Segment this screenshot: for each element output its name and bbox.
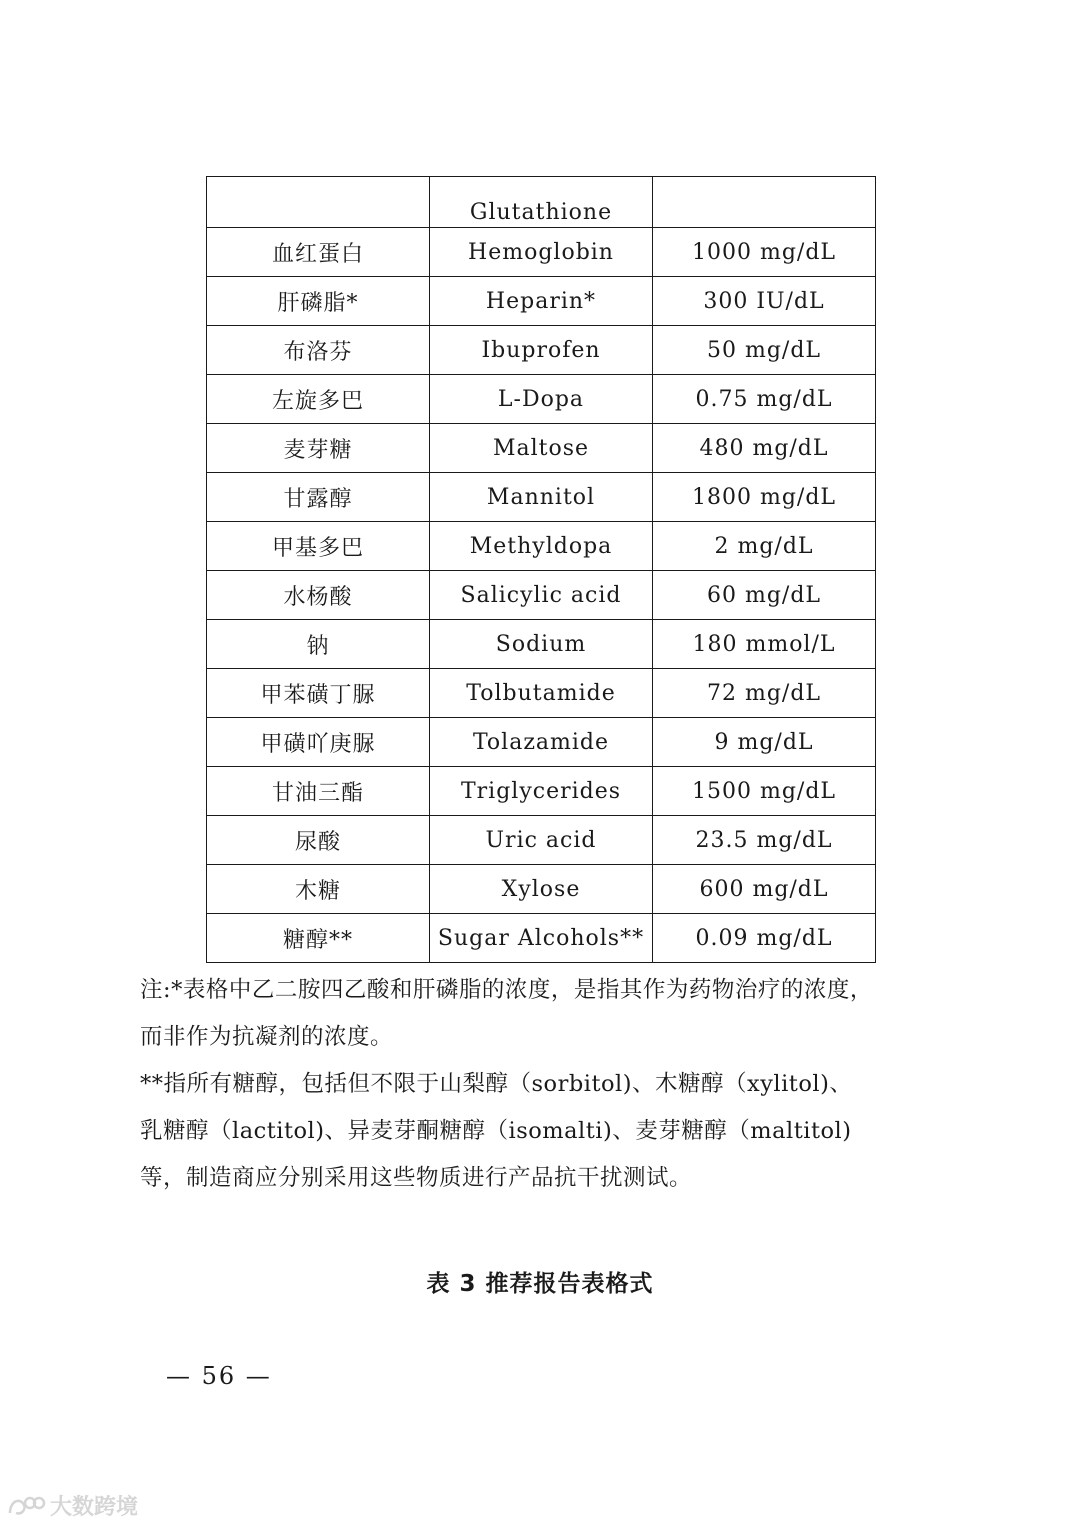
table-row: [207, 914, 876, 963]
en-name-cell: Glutathione: [430, 177, 653, 228]
en-name-cell: Tolazamide: [430, 718, 653, 767]
concentration-cell: 50 mg/dL: [653, 326, 876, 375]
note-line: **指所有糖醇，包括但不限于山梨醇（sorbitol)、木糖醇（xylitol)、: [140, 1071, 853, 1097]
cn-name-cell: 血红蛋白: [207, 228, 430, 277]
concentration-cell: 72 mg/dL: [653, 669, 876, 718]
note-double-asterisk: [140, 1061, 960, 1202]
en-name-cell: Maltose: [430, 424, 653, 473]
table-row: [207, 375, 876, 424]
table-row: [207, 718, 876, 767]
en-name-cell: Xylose: [430, 865, 653, 914]
interference-substance-table: [206, 176, 876, 963]
table-row: [207, 767, 876, 816]
en-name-cell: Methyldopa: [430, 522, 653, 571]
watermark-text: 大数跨境: [50, 1495, 139, 1520]
page-number: — 56 —: [166, 1362, 272, 1390]
table-row: [207, 424, 876, 473]
concentration-cell: 300 IU/dL: [653, 277, 876, 326]
cn-name-cell: 甲磺吖庚脲: [207, 718, 430, 767]
en-name-cell: Sugar Alcohols**: [430, 914, 653, 963]
note-line: 注:*表格中乙二胺四乙酸和肝磷脂的浓度，是指其作为药物治疗的浓度，: [140, 977, 873, 1003]
concentration-cell: 0.75 mg/dL: [653, 375, 876, 424]
concentration-cell: 0.09 mg/dL: [653, 914, 876, 963]
cn-name-cell: 布洛芬: [207, 326, 430, 375]
watermark: [6, 1490, 138, 1521]
table-row: [207, 669, 876, 718]
cn-name-cell: 水杨酸: [207, 571, 430, 620]
concentration-cell: 600 mg/dL: [653, 865, 876, 914]
table-row: [207, 326, 876, 375]
table-row: [207, 865, 876, 914]
cn-name-cell: 甲基多巴: [207, 522, 430, 571]
cn-name-cell: [207, 177, 430, 228]
note-line: 乳糖醇（lactitol)、异麦芽酮糖醇（isomalti)、麦芽糖醇（maltitol): [140, 1118, 852, 1144]
table-row: [207, 816, 876, 865]
concentration-cell: 1000 mg/dL: [653, 228, 876, 277]
concentration-cell: [653, 177, 876, 228]
cn-name-cell: 麦芽糖: [207, 424, 430, 473]
concentration-cell: 23.5 mg/dL: [653, 816, 876, 865]
cn-name-cell: 甲苯磺丁脲: [207, 669, 430, 718]
concentration-cell: 60 mg/dL: [653, 571, 876, 620]
cn-name-cell: 左旋多巴: [207, 375, 430, 424]
table-row: [207, 177, 876, 228]
en-name-cell: Uric acid: [430, 816, 653, 865]
note-line: 而非作为抗凝剂的浓度。: [140, 1024, 394, 1050]
table-3-title: 表 3 推荐报告表格式: [426, 1271, 654, 1297]
concentration-cell: 1800 mg/dL: [653, 473, 876, 522]
en-name-cell: Heparin*: [430, 277, 653, 326]
concentration-cell: 2 mg/dL: [653, 522, 876, 571]
table-row: [207, 277, 876, 326]
concentration-cell: 180 mmol/L: [653, 620, 876, 669]
cn-name-cell: 钠: [207, 620, 430, 669]
en-name-cell: Hemoglobin: [430, 228, 653, 277]
table-body: [207, 177, 876, 963]
table-row: [207, 571, 876, 620]
cn-name-cell: 甘油三酯: [207, 767, 430, 816]
en-name-cell: Tolbutamide: [430, 669, 653, 718]
en-name-cell: Ibuprofen: [430, 326, 653, 375]
table-row: [207, 473, 876, 522]
concentration-cell: 480 mg/dL: [653, 424, 876, 473]
cn-name-cell: 尿酸: [207, 816, 430, 865]
cn-name-cell: 糖醇**: [207, 914, 430, 963]
concentration-cell: 1500 mg/dL: [653, 767, 876, 816]
en-name-cell: Salicylic acid: [430, 571, 653, 620]
table-row: [207, 228, 876, 277]
watermark-logo-icon: [6, 1493, 46, 1519]
table-row: [207, 620, 876, 669]
note-line: 等，制造商应分别采用这些物质进行产品抗干扰测试。: [140, 1165, 693, 1191]
en-name-cell: L-Dopa: [430, 375, 653, 424]
cn-name-cell: 肝磷脂*: [207, 277, 430, 326]
table-row: [207, 522, 876, 571]
concentration-cell: 9 mg/dL: [653, 718, 876, 767]
cn-name-cell: 木糖: [207, 865, 430, 914]
note-asterisk: [140, 967, 960, 1061]
en-name-cell: Mannitol: [430, 473, 653, 522]
en-name-cell: Sodium: [430, 620, 653, 669]
en-name-cell: Triglycerides: [430, 767, 653, 816]
cn-name-cell: 甘露醇: [207, 473, 430, 522]
